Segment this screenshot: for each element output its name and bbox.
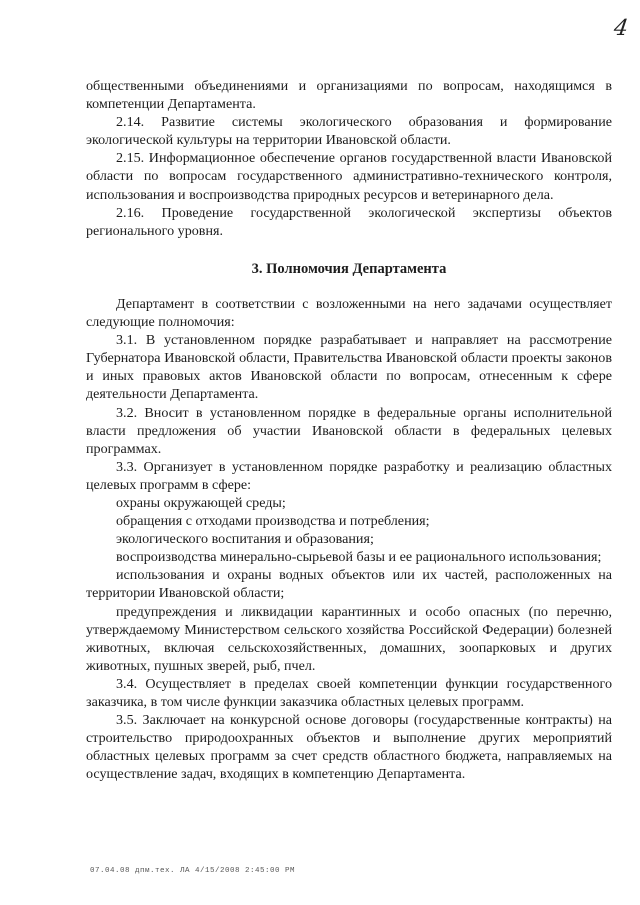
paragraph: общественными объединениями и организациями по вопросам, находящимся в компетенции Департамента. xyxy=(86,78,612,113)
document-body xyxy=(86,77,612,783)
paragraph: 2.14. Развитие системы экологического образования и формирование экологической культуры на территории Ивановской области. xyxy=(86,114,612,149)
list-item: экологического воспитания и образования; xyxy=(116,531,374,548)
list-item: предупреждения и ликвидации карантинных и особо опасных (по перечню, утверждаемому Министерством сельского хозяйства Российской Федерации) болезней животных, включая сельскохозяйственных, домашних, зоопарковых и других животных, пушных зверей, рыб, пчел. xyxy=(86,603,612,674)
paragraph: 3.2. Вносит в установленном порядке в федеральные органы исполнительной власти предложения об участии Ивановской области в федеральных целевых программах. xyxy=(86,404,612,457)
paragraph: 3.5. Заключает на конкурсной основе договоры (государственные контракты) на строительство природоохранных объектов и выполнение других мероприятий областных целевых программ за счет средств областного бюджета, направляемых на осуществление задач, входящих в компетенцию Департамента. xyxy=(86,712,612,783)
paragraph: 3.3. Организует в установленном порядке разработку и реализацию областных целевых программ в сфере: xyxy=(86,458,612,493)
paragraph: Департамент в соответствии с возложенными на него задачами осуществляет следующие полномочия: xyxy=(86,295,612,331)
paragraph: 3.1. В установленном порядке разрабатывает и направляет на рассмотрение Губернатора Ивановской области, Правительства Ивановской области проекты законов и иных правовых актов Ивановской области по вопросам, отнесенным к сфере деятельности Департамента. xyxy=(86,332,612,403)
list-item: воспроизводства минерально-сырьевой базы и ее рационального использования; xyxy=(116,549,602,566)
list-item: использования и охраны водных объектов или их частей, расположенных на территории Ивановской области; xyxy=(86,567,612,602)
paragraph: 3.4. Осуществляет в пределах своей компетенции функции государственного заказчика, в том числе функции заказчика областных целевых программ. xyxy=(86,675,612,710)
list-item: обращения с отходами производства и потребления; xyxy=(116,513,430,530)
paragraph: 2.16. Проведение государственной экологической экспертизы объектов регионального уровня. xyxy=(86,204,612,239)
paragraph: 2.15. Информационное обеспечение органов государственной власти Ивановской области по вопросам государственного административно-технического контроля, использования и воспроизводства природных ресурсов и ветеринарного дела. xyxy=(86,150,612,203)
page-number: 4 xyxy=(612,16,630,41)
footer-stamp: 07.04.08 дпм.тех. ЛА 4/15/2008 2:45:00 PM xyxy=(90,867,296,875)
list-item: охраны окружающей среды; xyxy=(116,494,286,511)
section-heading: 3. Полномочия Департамента xyxy=(251,260,447,277)
